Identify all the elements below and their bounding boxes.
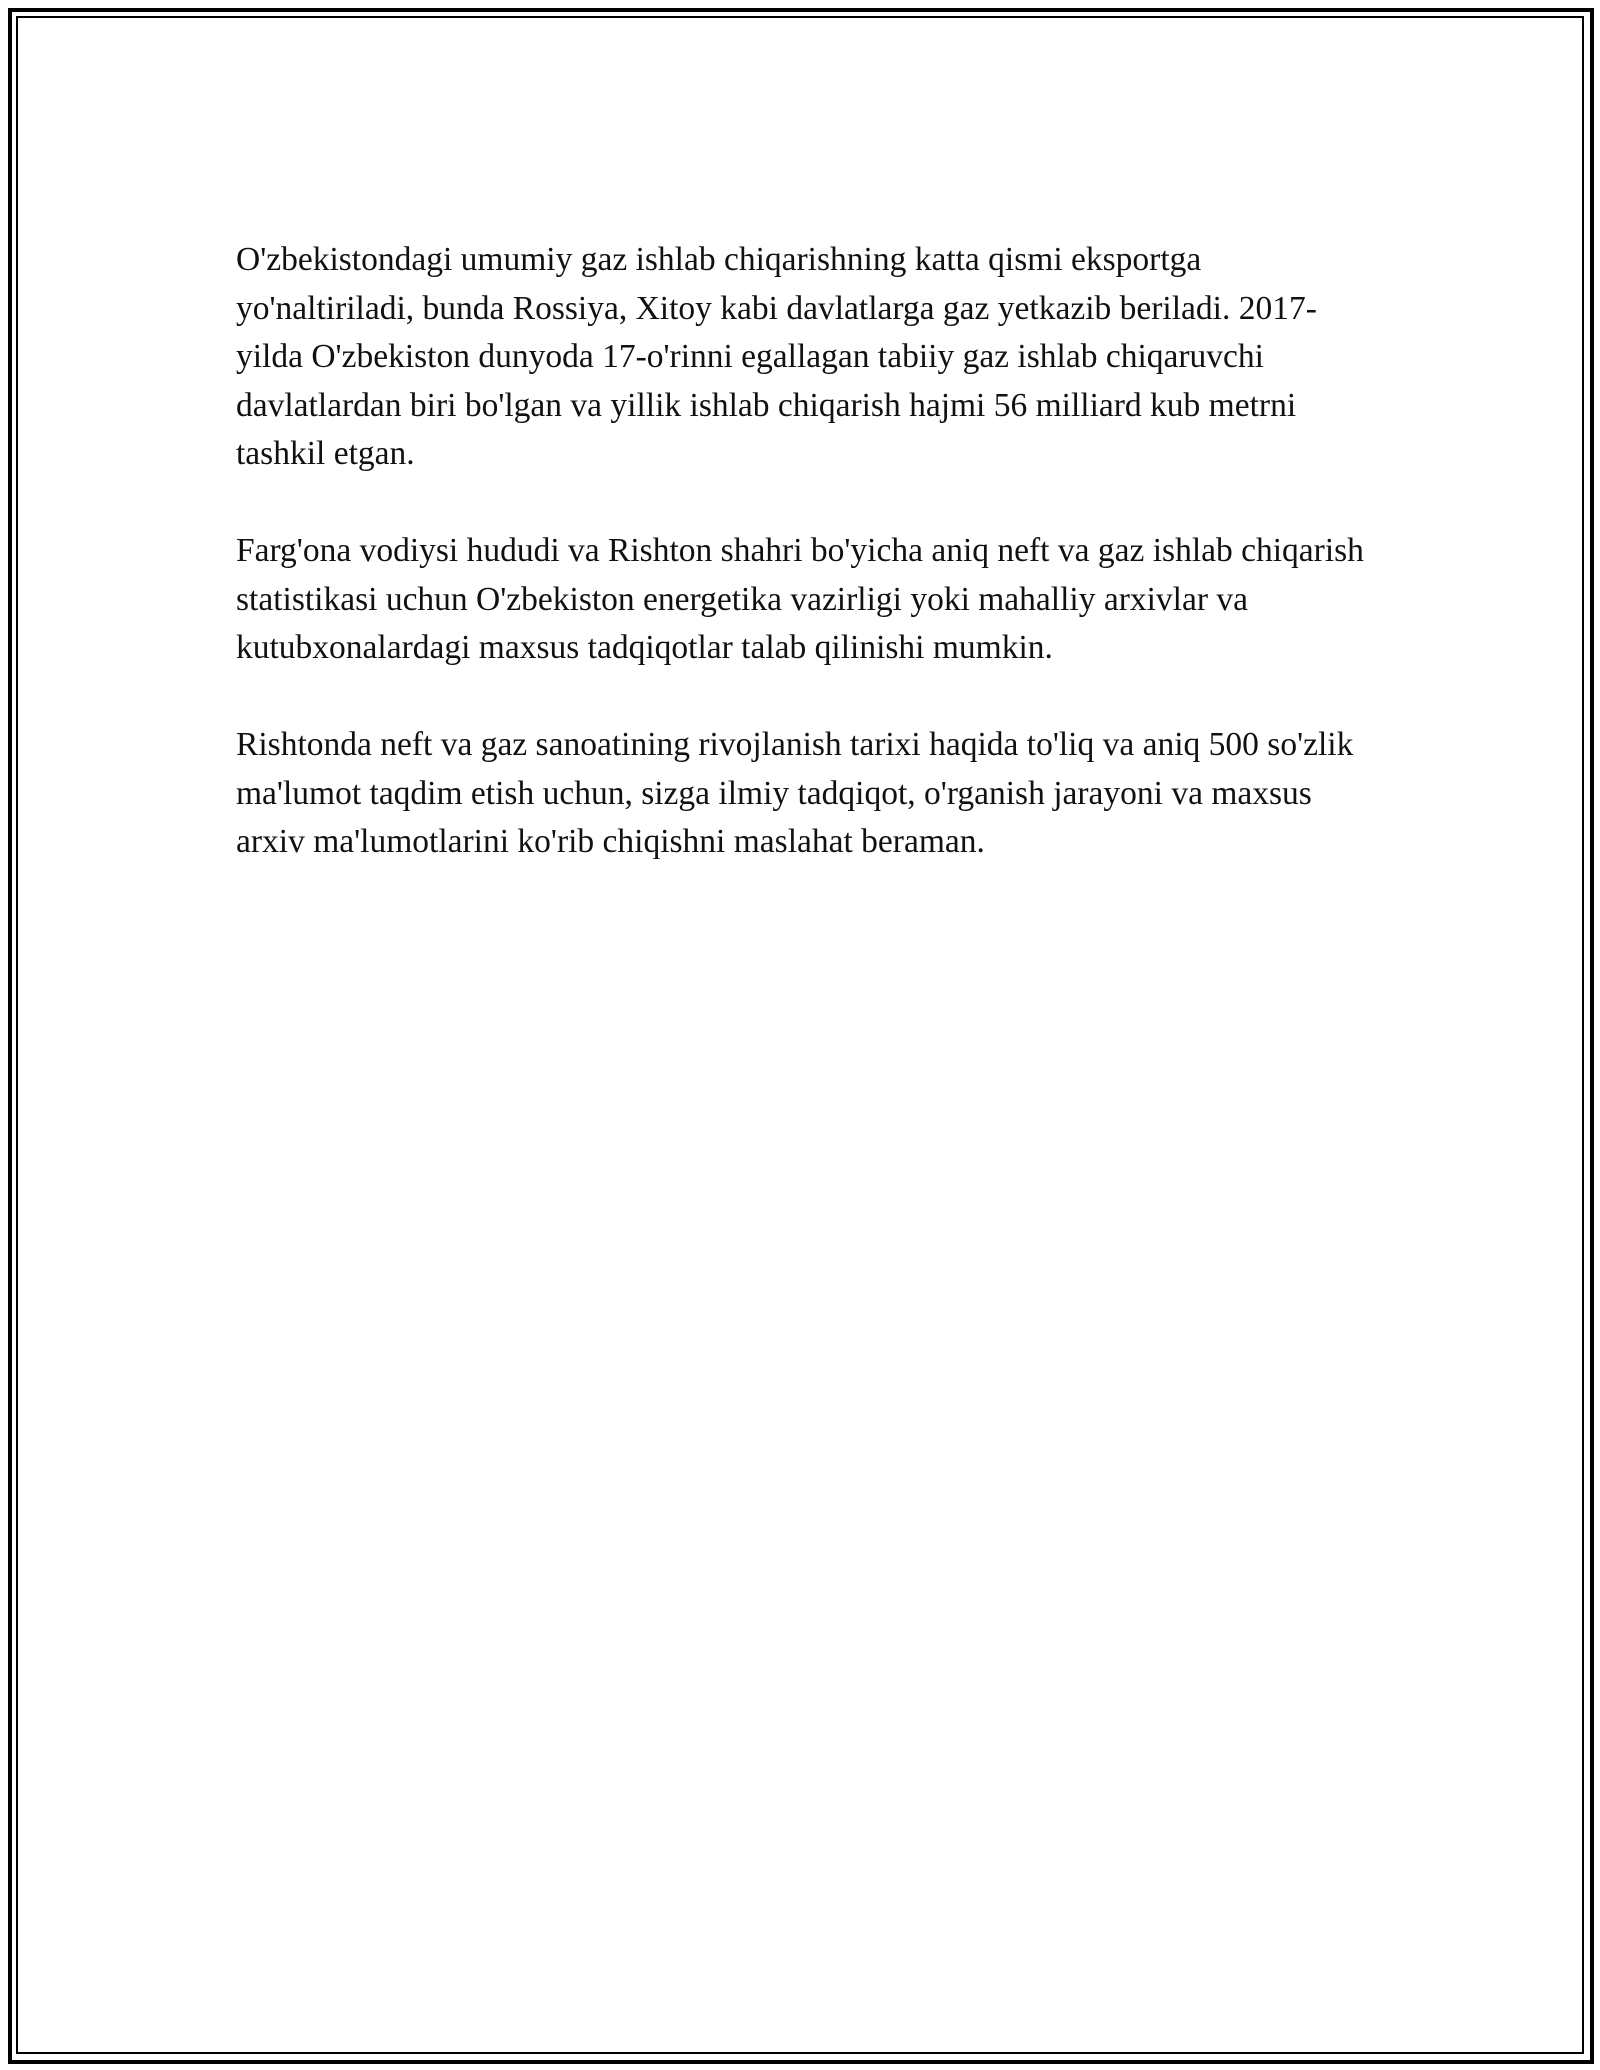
paragraph-3: Rishtonda neft va gaz sanoatining rivojlanish tarixi haqida to'liq va aniq 500 so'zlik ma'lumot taqdim etish uchun, sizga ilmiy tadqiqot, o'rganish jarayoni va maxsus arxiv ma'lumotlarini ko'rib chiqishni maslahat beraman. [236, 726, 1354, 860]
paragraph-2: Farg'ona vodiysi hududi va Rishton shahri bo'yicha aniq neft va gaz ishlab chiqarish statistikasi uchun O'zbekiston energetika vazirligi yoki mahalliy arxivlar va kutubxonalardagi maxsus tadqiqotlar talab qilinishi mumkin. [236, 532, 1364, 666]
paragraph-1: O'zbekistondagi umumiy gaz ishlab chiqarishning katta qismi eksportga yo'naltiriladi, bunda Rossiya, Xitoy kabi davlatlarga gaz yetkazib beriladi. 2017-yilda O'zbekiston dunyoda 17-o'rinni egallagan tabiiy gaz ishlab chiqaruvchi davlatlardan biri bo'lgan va yillik ishlab chiqarish hajmi 56 milliard kub metrni tashkil etgan. [236, 241, 1317, 472]
document-body [236, 236, 1366, 915]
